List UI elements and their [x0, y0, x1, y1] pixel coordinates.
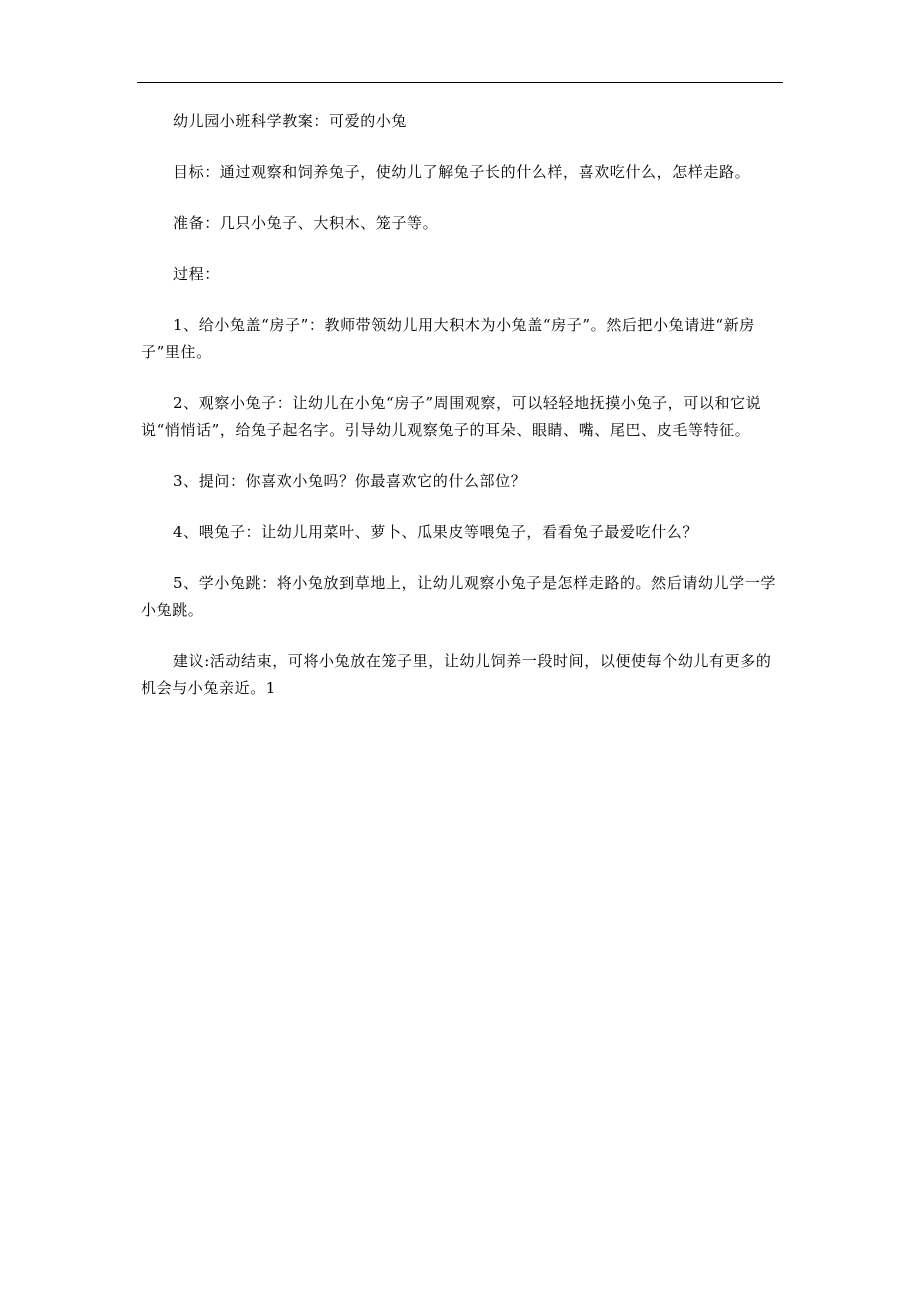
document-title: 幼儿园小班科学教案：可爱的小兔	[173, 112, 408, 130]
step-1-paragraph: 1、给小兔盖“房子”：教师带领幼儿用大积木为小兔盖“房子”。然后把小兔请进“新房子”里住。	[141, 316, 755, 361]
step-3-paragraph: 3、提问：你喜欢小兔吗？你最喜欢它的什么部位？	[173, 472, 527, 490]
suggestion-paragraph: 建议:活动结束，可将小兔放在笼子里，让幼儿饲养一段时间，以便使每个幼儿有更多的机会与小兔亲近。1	[141, 652, 772, 697]
document-body	[141, 108, 783, 726]
step-2-paragraph: 2、观察小兔子：让幼儿在小兔“房子”周围观察，可以轻轻地抚摸小兔子，可以和它说说“悄悄话”，给兔子起名字。引导幼儿观察兔子的耳朵、眼睛、嘴、尾巴、皮毛等特征。	[141, 394, 762, 439]
preparation-paragraph: 准备：几只小兔子、大积木、笼子等。	[173, 214, 439, 232]
header-rule	[137, 82, 783, 83]
objective-paragraph: 目标：通过观察和饲养兔子，使幼儿了解兔子长的什么样，喜欢吃什么，怎样走路。	[173, 163, 751, 181]
step-4-paragraph: 4、喂兔子：让幼儿用菜叶、萝卜、瓜果皮等喂兔子，看看兔子最爱吃什么？	[173, 523, 698, 541]
process-heading: 过程：	[173, 265, 220, 283]
step-5-paragraph: 5、学小兔跳：将小兔放到草地上，让幼儿观察小兔子是怎样走路的。然后请幼儿学一学小兔跳。	[141, 574, 776, 619]
